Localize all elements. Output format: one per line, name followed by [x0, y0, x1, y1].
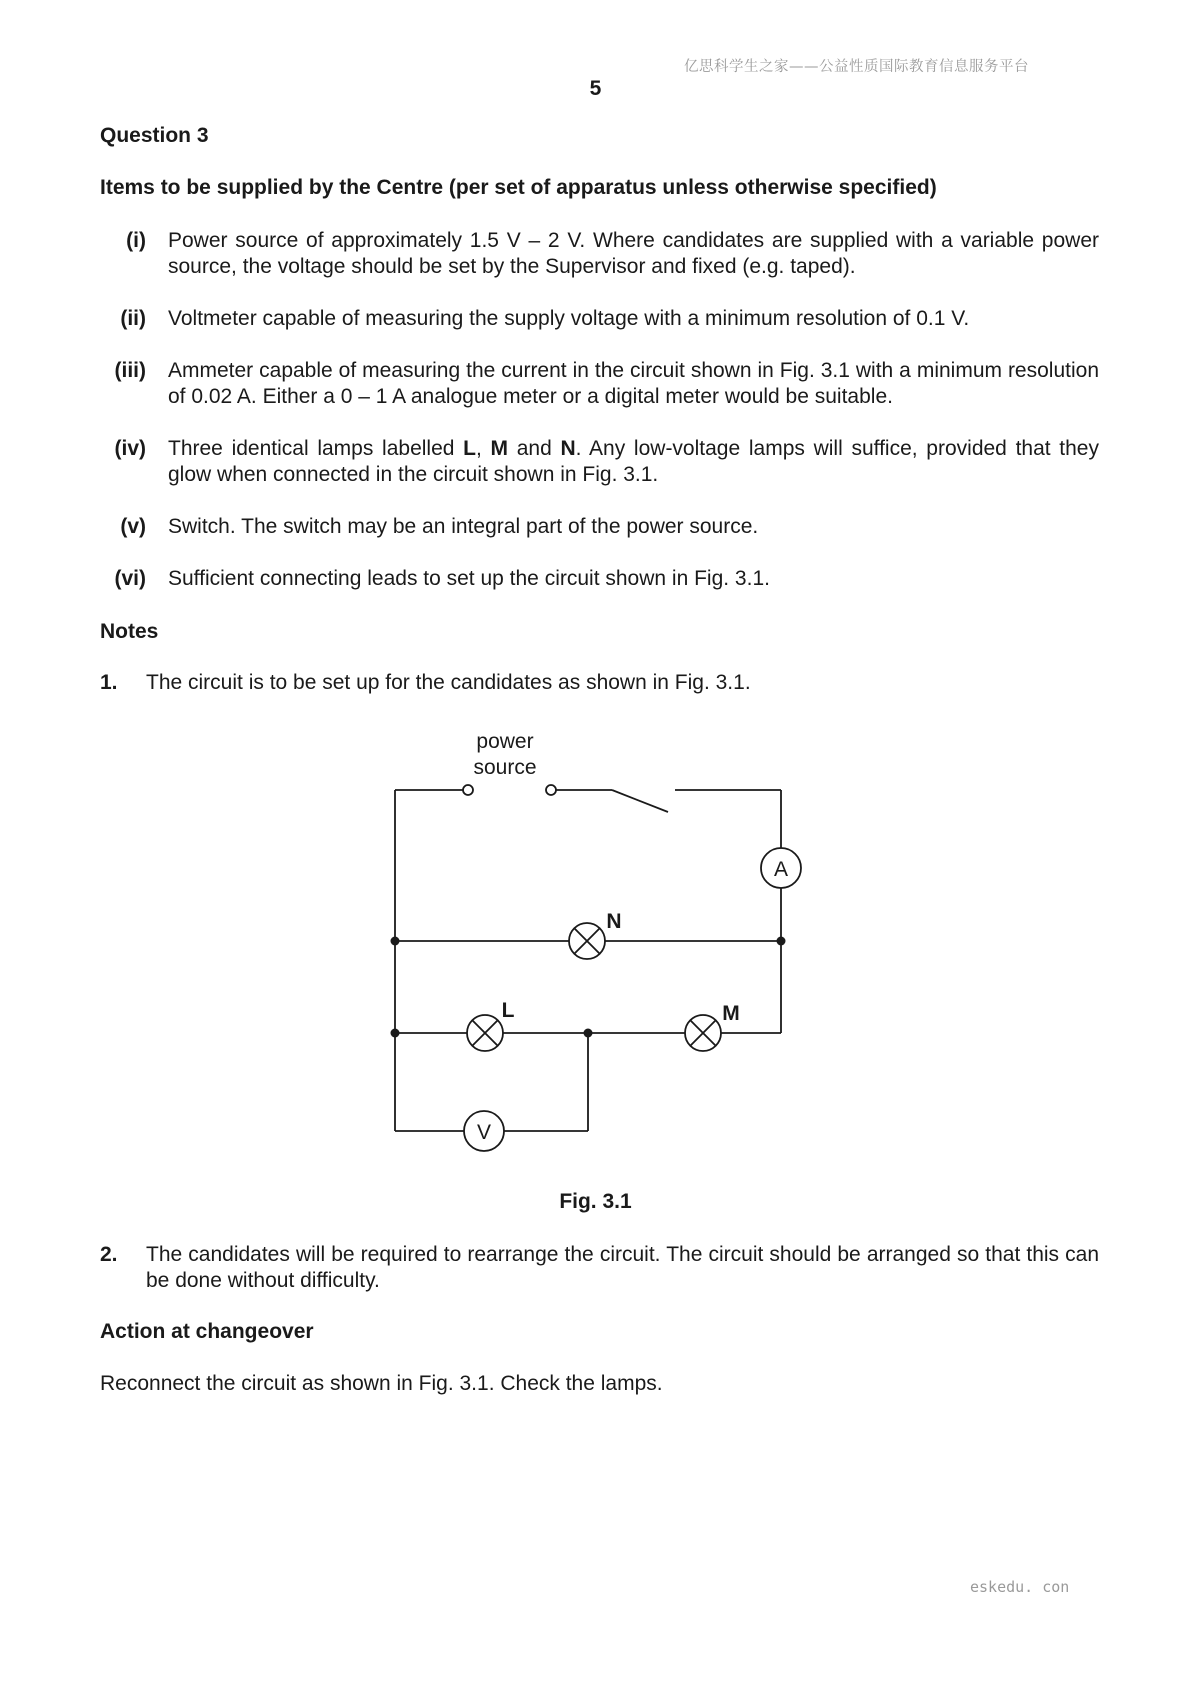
lamp-n-ref: N	[560, 437, 576, 460]
item-text-part: . Any low-voltage lamps will suffice, provided that they glow when connected in the circuit shown in Fig. 3.1.	[168, 437, 1099, 486]
lamp-m-label: M	[722, 1002, 740, 1025]
item-label: (iii)	[114, 359, 146, 382]
lamp-m-icon	[685, 1015, 721, 1051]
action-text: Reconnect the circuit as shown in Fig. 3.1. Check the lamps.	[100, 1372, 663, 1395]
lamp-l-ref: L	[463, 437, 476, 460]
item-label: (iv)	[114, 437, 146, 460]
power-source-label: power	[476, 730, 534, 753]
items-heading: Items to be supplied by the Centre (per set of apparatus unless otherwise specified)	[100, 176, 937, 199]
note-text: The circuit is to be set up for the candidates as shown in Fig. 3.1.	[146, 671, 751, 694]
lamp-l-label: L	[501, 999, 515, 1022]
junction-dot	[391, 937, 400, 946]
lamp-l-icon	[467, 1015, 503, 1051]
ammeter-symbol: A	[773, 858, 789, 881]
item-text: Power source of approximately 1.5 V – 2 V. Where candidates are supplied with a variable power source, the voltage should be set by the Supervisor and fixed (e.g. taped).	[168, 229, 1099, 278]
action-heading: Action at changeover	[100, 1320, 314, 1343]
item-text: Voltmeter capable of measuring the supply voltage with a minimum resolution of 0.1 V.	[168, 307, 970, 330]
item-text: Ammeter capable of measuring the current in the circuit shown in Fig. 3.1 with a minimum resolution of 0.02 A. Either a 0 – 1 A analogue meter or a digital meter would be suitable.	[168, 359, 1099, 408]
power-terminal-icon	[463, 785, 473, 795]
note-number: 1.	[100, 671, 118, 694]
item-label: (ii)	[120, 307, 146, 330]
lamp-n-label: N	[606, 910, 622, 933]
voltmeter-symbol: V	[476, 1121, 492, 1144]
header-watermark: 亿思科学生之家——公益性质国际教育信息服务平台	[684, 59, 1029, 75]
junction-dot	[777, 937, 786, 946]
item-text-part: Three identical lamps labelled	[168, 437, 464, 460]
item-text: Switch. The switch may be an integral part of the power source.	[168, 515, 759, 538]
item-label: (i)	[126, 229, 146, 252]
lamp-n-icon	[569, 923, 605, 959]
junction-dot	[391, 1029, 400, 1038]
note-number: 2.	[100, 1243, 118, 1266]
item-label: (v)	[120, 515, 146, 538]
switch-icon	[612, 790, 668, 812]
lamp-m-ref: M	[490, 437, 509, 460]
item-text: Sufficient connecting leads to set up the circuit shown in Fig. 3.1.	[168, 567, 770, 590]
question-title: Question 3	[100, 124, 209, 147]
figure-caption: Fig. 3.1	[559, 1190, 632, 1213]
power-terminal-icon	[546, 785, 556, 795]
item-text-sep: and	[508, 437, 561, 460]
item-text-sep: ,	[475, 437, 491, 460]
notes-heading: Notes	[100, 620, 159, 643]
item-label: (vi)	[114, 567, 146, 590]
junction-dot	[584, 1029, 593, 1038]
footer-watermark: eskedu. con	[970, 1578, 1070, 1596]
page-number: 5	[589, 77, 602, 100]
note-text: The candidates will be required to rearrange the circuit. The circuit should be arranged so that this can be done without difficulty.	[146, 1243, 1099, 1292]
power-source-label: source	[473, 756, 537, 779]
